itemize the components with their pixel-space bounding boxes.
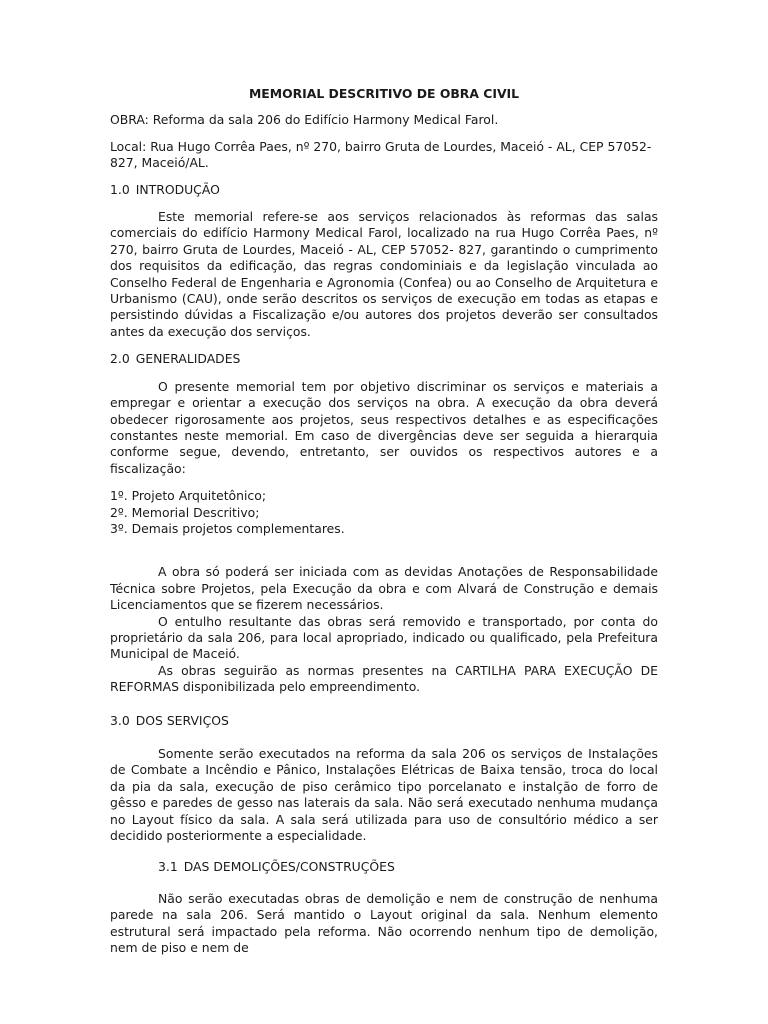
document-title: MEMORIAL DESCRITIVO DE OBRA CIVIL (248, 86, 520, 101)
generalidades-paragraph-art: A obra só poderá ser iniciada com as devidas Anotações de Responsabilidade Técnica sobre Projetos, pela Execução da obra e com Alvará de Construção e demais Licenciamentos que se fizerem necessários. (110, 564, 658, 613)
generalidades-paragraph-entulho: O entulho resultante das obras será removido e transportado, por conta do proprietário da sala 206, para local apropriado, indicado ou qualificado, pela Prefeitura Municipal de Maceió. (110, 613, 658, 662)
obra-line: OBRA: Reforma da sala 206 do Edifício Harmony Medical Farol. (110, 112, 499, 128)
section-heading-generalidades (110, 351, 658, 367)
section-number: 3.0 (110, 712, 130, 728)
section-heading-introducao (110, 182, 658, 198)
generalidades-intro-paragraph: O presente memorial tem por objetivo discriminar os serviços e materiais a empregar e orientar a execução dos serviços na obra. A execução da obra deverá obedecer rigorosamente aos projetos, seus respectivos detalhes e as especificações constantes neste memorial. Em caso de divergências deve ser seguida a hierarquia conforme segue, devendo, entretanto, ser ouvidos os respectivos autores e a fiscalização: (110, 378, 658, 476)
list-item: 2º. Memorial Descritivo; (110, 504, 260, 520)
section-number: 3.1 (158, 859, 178, 875)
introducao-paragraph: Este memorial refere-se aos serviços relacionados às reformas das salas comerciais do edifício Harmony Medical Farol, localizado na rua Hugo Corrêa Paes, nº 270, bairro Gruta de Lourdes, Maceió - AL, CEP 57052- 827, garantindo o cumprimento dos requisitos da edificação, das regras condominiais e da legislação vinculada ao Conselho Federal de Engenharia e Agronomia (Confea) ou ao Conselho de Arquitetura e Urbanismo (CAU), onde serão descritos os serviços de execução em todas as etapas e persistindo dúvidas a Fiscalização e/ou autores dos projetos deverão ser consultados antes da execução dos serviços. (110, 209, 658, 339)
spacer (110, 548, 658, 564)
demolicoes-paragraph: Não serão executadas obras de demolição e nem de construção de nenhuma parede na sala 206. Será mantido o Layout original da sala. Nenhum elemento estrutural será impactado pela reforma. Não ocorrendo nenhum tipo de demolição, nem de piso e nem de (110, 890, 658, 956)
section-number: 2.0 (110, 351, 130, 367)
section-title: INTRODUÇÃO (135, 181, 220, 197)
section-number: 1.0 (110, 181, 130, 197)
hierarchy-list (110, 488, 658, 537)
generalidades-paragraph-cartilha: As obras seguirão as normas presentes na CARTILHA PARA EXECUÇÃO DE REFORMAS disponibilizada pelo empreendimento. (110, 662, 658, 695)
document-page (110, 86, 658, 967)
servicos-paragraph: Somente serão executados na reforma da sala 206 os serviços de Instalações de Combate a Incêndio e Pânico, Instalações Elétricas de Baixa tensão, troca do local da pia da sala, execução de piso cerâmico tipo porcelanato e instalção de forro de gêsso e paredes de gesso nas laterais da sala. Não será executado nenhuma mudança no Layout físico da sala. A sala será utilizada para uso de consultório médico a ser decidido posteriormente a especialidade. (110, 746, 658, 844)
local-line: Local: Rua Hugo Corrêa Paes, nº 270, bairro Gruta de Lourdes, Maceió - AL, CEP 57052- 827, Maceió/AL. (110, 138, 652, 171)
section-title: DAS DEMOLIÇÕES/CONSTRUÇÕES (183, 859, 395, 875)
list-item: 3º. Demais projetos complementares. (110, 520, 345, 536)
section-heading-servicos (110, 713, 658, 729)
section-title: GENERALIDADES (135, 351, 241, 367)
section-title: DOS SERVIÇOS (135, 712, 229, 728)
section-heading-demolicoes (158, 859, 658, 875)
list-item: 1º. Projeto Arquitetônico; (110, 488, 266, 504)
